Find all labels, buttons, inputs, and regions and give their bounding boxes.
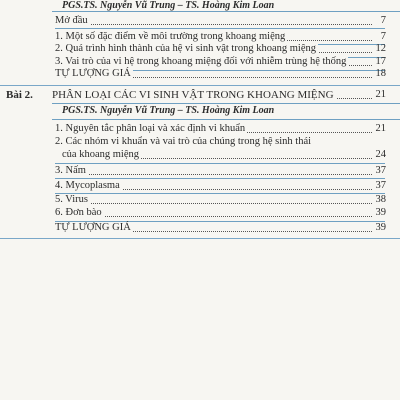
lesson2-title: PHÂN LOẠI CÁC VI SINH VẬT TRONG KHOANG MIỆNG	[52, 89, 334, 101]
toc-entry-page: 12	[375, 43, 386, 54]
lesson2-author: PGS.TS. Nguyễn Vũ Trung – TS. Hoàng Kim Loan	[62, 105, 275, 116]
toc-entry-text: 3. Vai trò của vi hệ trong khoang miệng đối với nhiễm trùng hệ thống	[55, 56, 347, 67]
toc-entry[interactable]	[0, 122, 400, 136]
toc-entry-text: 2. Các nhóm vi khuẩn và vai trò của chúng trong hệ sinh thái	[55, 136, 312, 147]
toc-entry[interactable]	[0, 42, 400, 56]
section-divider	[0, 85, 400, 86]
section-divider	[0, 238, 400, 239]
toc-entry-page: 37	[375, 165, 386, 176]
toc-entry-text: 6. Đơn bào	[55, 207, 102, 218]
toc-entry-text: 4. Mycoplasma	[55, 180, 120, 191]
toc-entry-text: 1. Nguyên tắc phân loại và xác định vi khuẩn	[55, 123, 246, 134]
divider	[52, 119, 400, 120]
toc-entry[interactable]	[0, 193, 400, 207]
toc-entry-page: 7	[380, 15, 386, 26]
lesson2-label: Bài 2.	[6, 89, 33, 101]
toc-entry[interactable]	[0, 14, 400, 28]
lesson2-author-row	[0, 104, 400, 118]
divider	[55, 28, 385, 29]
toc-entry-page: 24	[375, 149, 386, 160]
lesson2-heading[interactable]	[0, 88, 400, 102]
toc-entry-text: TỰ LƯỢNG GIÁ	[55, 68, 131, 79]
toc-entry[interactable]	[0, 164, 400, 178]
toc-entry[interactable]	[0, 135, 400, 149]
toc-entry-text: 5. Virus	[55, 194, 89, 205]
toc-entry-page: 21	[375, 123, 386, 134]
toc-entry-page: 7	[380, 31, 386, 42]
toc-entry[interactable]	[0, 55, 400, 69]
toc-entry[interactable]	[0, 179, 400, 193]
toc-entry-page: 38	[375, 194, 386, 205]
toc-entry[interactable]	[0, 148, 400, 162]
divider	[52, 11, 400, 12]
toc-entry-text: 2. Quá trình hình thành của hệ vi sinh vật trong khoang miệng	[55, 43, 316, 54]
toc-entry-text: TỰ LƯỢNG GIÁ	[55, 222, 131, 233]
toc-entry-page: 39	[375, 207, 386, 218]
toc-entry-text: 1. Một số đặc điểm về môi trường trong khoang miệng	[55, 31, 286, 42]
toc-entry-text: Mở đầu	[55, 15, 88, 26]
lesson2-page: 21	[375, 89, 386, 100]
toc-entry-text: 3. Nấm	[55, 165, 86, 176]
toc-entry-page: 18	[375, 68, 386, 79]
toc-entry[interactable]	[0, 67, 400, 81]
toc-entry-page: 17	[375, 56, 386, 67]
toc-entry-text: của khoang miệng	[62, 149, 139, 160]
lesson1-author: PGS.TS. Nguyễn Vũ Trung – TS. Hoàng Kim Loan	[62, 0, 275, 11]
toc-entry-page: 37	[375, 180, 386, 191]
toc-entry-page: 39	[375, 222, 386, 233]
